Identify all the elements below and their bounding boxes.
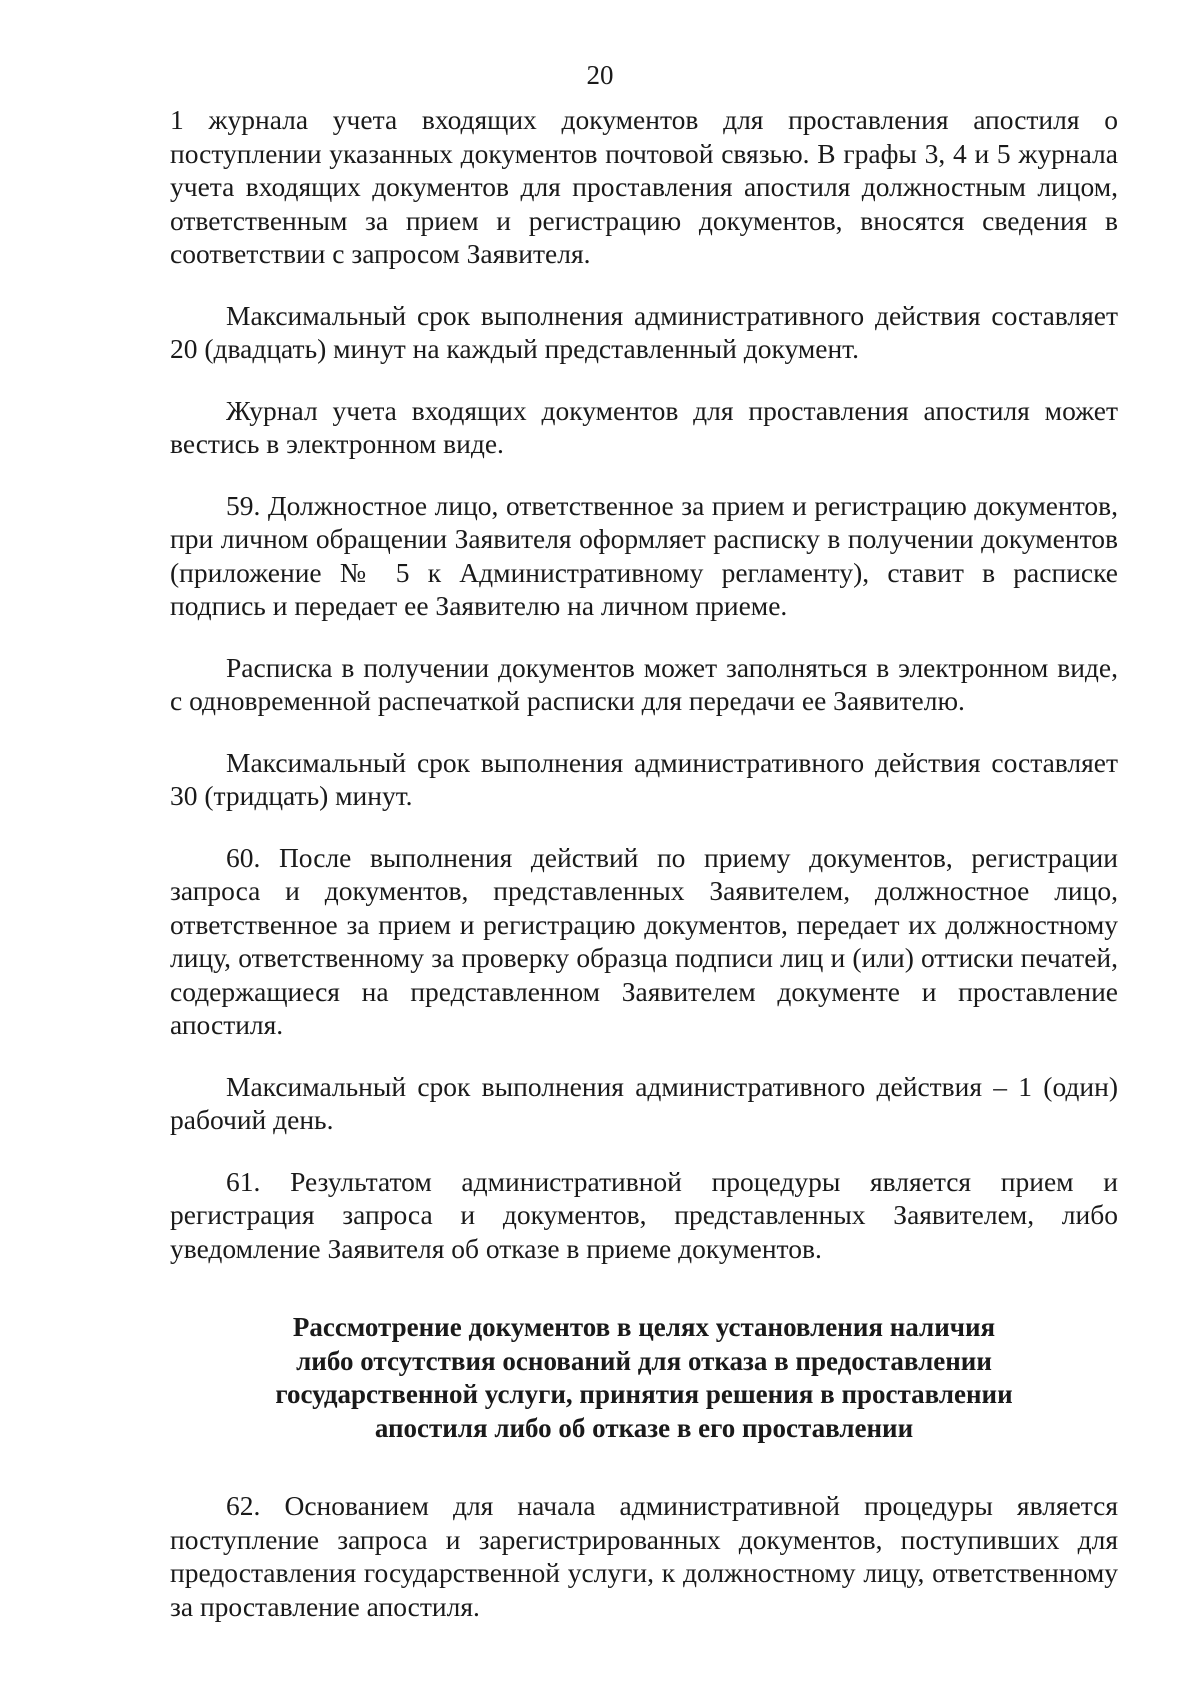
- paragraph-item-61: 61. Результатом административной процедуры является прием и регистрация запроса и документов, представленных Заявителем, либо уведомление Заявителя об отказе в приеме документов.: [170, 1165, 1118, 1264]
- paragraph-item-62: 62. Основанием для начала административной процедуры является поступление запроса и зарегистрированных документов, поступивших для предоставления государственной услуги, к должностному лицу, ответственному за проставление апостиля.: [170, 1490, 1118, 1622]
- paragraph-max-time-20: Максимальный срок выполнения административного действия составляет 20 (двадцать) минут на каждый представленный документ.: [170, 299, 1118, 364]
- paragraph-receipt-electronic: Расписка в получении документов может заполняться в электронном виде, с одновременной распечаткой расписки для передачи ее Заявителю.: [170, 651, 1118, 716]
- document-body: [170, 103, 1118, 1651]
- paragraph-journal-entry: 1 журнала учета входящих документов для проставления апостиля о поступлении указанных документов почтовой связью. В графы 3, 4 и 5 журнала учета входящих документов для проставления апостиля должностным лицом, ответственным за прием и регистрацию документов, вносятся сведения в соответствии с запросом Заявителя.: [170, 104, 1118, 269]
- section-heading-line: государственной услуги, принятия решения в проставлении: [275, 1379, 1013, 1409]
- page-number: 20: [586, 60, 614, 90]
- section-heading-line: либо отсутствия оснований для отказа в предоставлении: [296, 1345, 992, 1376]
- section-heading-line: Рассмотрение документов в целях установления наличия: [292, 1312, 996, 1342]
- paragraph-max-time-30: Максимальный срок выполнения административного действия составляет 30 (тридцать) минут.: [170, 746, 1118, 811]
- section-heading: [170, 1311, 1118, 1445]
- paragraph-electronic-journal: Журнал учета входящих документов для проставления апостиля может вестись в электронном виде.: [170, 394, 1118, 459]
- section-heading-line: апостиля либо об отказе в его проставлении: [374, 1412, 914, 1443]
- paragraph-item-60: 60. После выполнения действий по приему документов, регистрации запроса и документов, представленных Заявителем, должностное лицо, ответственное за прием и регистрацию документов, передает их должностному лицу, ответственному за проверку образца подписи лиц и (или) оттиски печатей, содержащиеся на представленном Заявителем документе и проставление апостиля.: [170, 841, 1118, 1040]
- paragraph-max-time-1-day: Максимальный срок выполнения административного действия – 1 (один) рабочий день.: [170, 1070, 1118, 1135]
- paragraph-item-59: 59. Должностное лицо, ответственное за прием и регистрацию документов, при личном обращении Заявителя оформляет расписку в получении документов (приложение № 5 к Административному регламенту), ставит в расписке подпись и передает ее Заявителю на личном приеме.: [170, 489, 1118, 621]
